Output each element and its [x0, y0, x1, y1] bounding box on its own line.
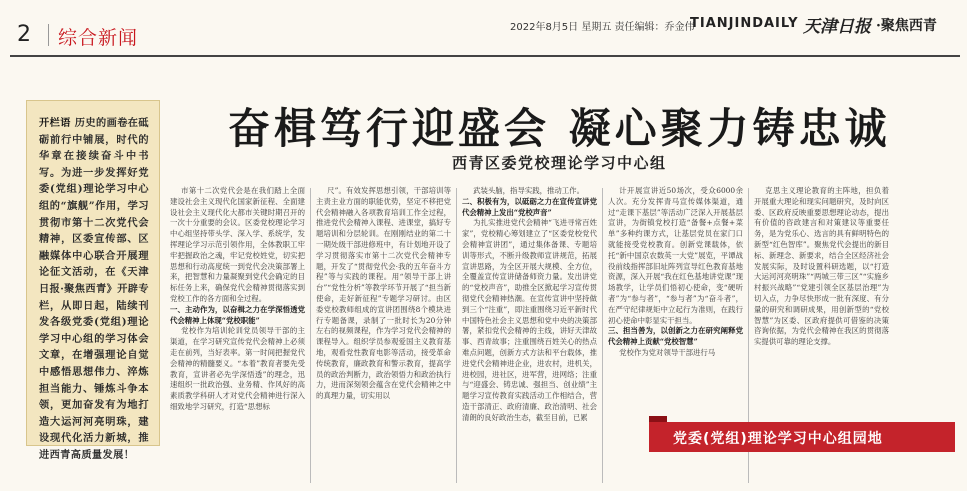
article-paragraph: 克思主义理论教育的主阵地，担负着开展重大理论和现实问题研究，及时向区委、区政府反映重要思想理论动态，提出有价值的咨政建言和对策建议等重要任务，是为党乐心、选言的具有鲜明特色的新型“红色智库”。聚焦党代会提出的新目标、新理念、新要求，结合全区经济社会发展实际，及时设置科研选题，以“打造大运河河亮明珠”“两城三带三区”“实施乡村振兴战略”“党建引领全区基层治理”为切入点，力争尽快形成一批有深度、有分量的研究和调研成果，用创新型的“党校智慧”为区委、区政府提供可借鉴的决策咨询依据，为党代会精神在我区的贯彻落实提供可靠的理论支撑。: [754, 186, 889, 347]
article-paragraph: 党校作为党对领导干部进行马: [619, 347, 716, 357]
intro-label: 开栏语: [39, 117, 71, 129]
intro-paragraph: [39, 115, 149, 463]
brand-english: TIANJINDAILY: [690, 16, 799, 31]
column-divider: [602, 188, 603, 483]
article-subheading: 二、积极有为，以砥砺之力在宣传宣讲党代会精神上发出“党校声音”: [462, 196, 597, 217]
article-subheading: 三、担当善为，以创新之力在研究阐释党代会精神上贡献“党校智慧”: [608, 326, 743, 347]
article-paragraph: 尺”。有效发挥思想引领，干部培训等主责主业方面的职能优势，坚定不移把党代会精神融入各项教育培训工作全过程，推进党代会精神入课程、进课堂，搞好专题培训和分层轮训。在刚刚结业的第二十一期处级干部进修班中，有计划地开设了学习贯彻落实市第十二次党代会精神专题，开发了“贯彻党代会·我的五年奋斗方程”等与实践的课程。用“领导干部上讲台”“党性分析”等教学环节开展了“担当新使命，走好新征程”专题学习研讨。由区委党校教师组成的宣讲团围绕8个模块进行专题备课，录制了一批时长为20分钟左右的视频课程，作为学习党代会精神的课程导入。组织学员参观爱国主义教育基地，观看党性教育电影等活动，接受革命传统教育，廉政教育和警示教育，提高学员的政治判断力，政治领悟力和政治执行力，进而深刻领会蕴含在党代会精神之中的真理力量，切实用以: [316, 186, 451, 401]
article-column-2: [316, 186, 451, 402]
intro-text: 历史的画卷在砥砺前行中铺展，时代的华章在接续奋斗中书写。为进一步发挥好党委(党组)理论学习中心组的“旗舰”作用，学习贯彻市第十二次党代会精神，区委宣传部、区融媒体中心联合开展理论征文活动，在《天津日报·聚焦西青》开辟专栏，从即日起，陆续刊发各级党委(党组)理论学习中心组的学习体会文章，在增强理论自觉中感悟思想伟力、淬炼担当能力、锤炼斗争本领，更加奋发有为地打造大运河河亮明珠，建设现代化活力新城，推进西青高质量发展！: [39, 117, 149, 461]
newspaper-logo: 天津日报: [803, 17, 871, 37]
article-column-1: [170, 186, 305, 413]
header-rule: [10, 55, 960, 57]
article-column-3: [462, 186, 597, 424]
column-banner: 党委(党组)理论学习中心组园地: [649, 422, 955, 452]
brand-chinese: ·聚焦西青: [876, 18, 937, 34]
article-column-5: [754, 186, 889, 416]
column-divider: [456, 188, 457, 483]
column-divider: [310, 188, 311, 483]
page-header: [0, 0, 967, 56]
article-byline: 西青区委党校理论学习中心组: [452, 154, 667, 172]
article-headline: 奋楫笃行迎盛会 凝心聚力铸忠诚: [228, 104, 891, 153]
article-column-4: [608, 186, 743, 359]
article-paragraph: 武装头脑，指导实践，推动工作。: [473, 186, 584, 195]
header-divider: [48, 24, 49, 46]
article-paragraph: 市第十二次党代会是在我们踏上全面建设社会主义现代化国家新征程、全面建设社会主义现代化大都市关键时期召开的一次十分重要的会议。区委党校理论学习中心组坚持带头学、深入学、系统学，发挥理论学习示范引领作用，全体教职工牢牢把握政治之魂，牢记党校姓党，切实把思想和行动高度统一到党代会决策部署上来，把智慧和力量凝聚到党代会确定的目标任务上来，确保党代会精神贯彻落实到党校工作的各方面和全过程。: [170, 186, 305, 303]
issue-meta: 2022年8月5日 星期五 责任编辑：乔金伟: [510, 22, 695, 33]
column-intro-box: [26, 100, 160, 461]
page-number: 2: [17, 22, 31, 47]
article-subheading: 一、主动作为，以奋楫之力在学深悟透党代会精神上体现“党校职能”: [170, 304, 305, 325]
article-paragraph: 为扎实推进党代会精神“飞进寻常百姓家”，党校精心筹划建立了“区委党校党代会精神宣讲团”，通过集体备课、专题培训等形式，不断升级教师宣讲规范，拓展宣讲思路，为全区开展大规模、全方位，全覆盖宣传宣讲储备师资力量。发出讲党的“党校声音”，助推全区掀起学习宣传贯彻党代会精神热潮。在宣传宣讲中坚持做到三个“注重”，即注重围绕习近平新时代中国特色社会主义思想和党中央的决策部署，紧扣党代会精神的主线，讲好天津故事、西青故事；注重围绕百姓关心的热点难点问题，创新方式方法和平台载体，推进党代会精神进企业，进农村，进机关，进校园，进社区，进军营，进网络；注重与“迎盛会、铸忠诚、强担当、创业绩”主题学习宣传教育实践活动工作相结合，营造干部清正、政府清廉、政治清明、社会清朗的良好政治生态，截至目前，已累: [462, 218, 597, 422]
section-title: 综合新闻: [58, 27, 139, 49]
article-paragraph: 计开展宣讲近50场次，受众6000余人次。充分发挥青马宣传媒体渠道，通过“走课下基层”等活动广泛深入开展基层宣讲，为街镇党校打造“备餐+点餐+菜单”多种约课方式，让基层党员在家门口就能接受党校教育。创新党课载体，依托“新中国京农数英一大党”展览，平谭战役前线指挥部旧址阵列宣导红色教育基地资源，深入开展“我在红色基地讲党课”现场教学，让学员们悟初心使命，变“硬听者”为“参与者”，“参与者”为“奋斗者”，在严守纪律规矩中立起行为准则，在践行初心使命中彰显实干担当。: [608, 186, 743, 325]
article-paragraph: 党校作为培训轮训党员领导干部的主渠道，在学习研究宣传党代会精神上必须走在前列，当好表率。第一时间把握党代会精神的精髓要义。“本着”教育者要先受教育，宣讲者必先学深悟透”的理念，迅速组织一批政治强、业务精、作风好的高素质教学科研人才对党代会精神进行深入细致地学习研究，打造“思想标: [170, 326, 305, 411]
